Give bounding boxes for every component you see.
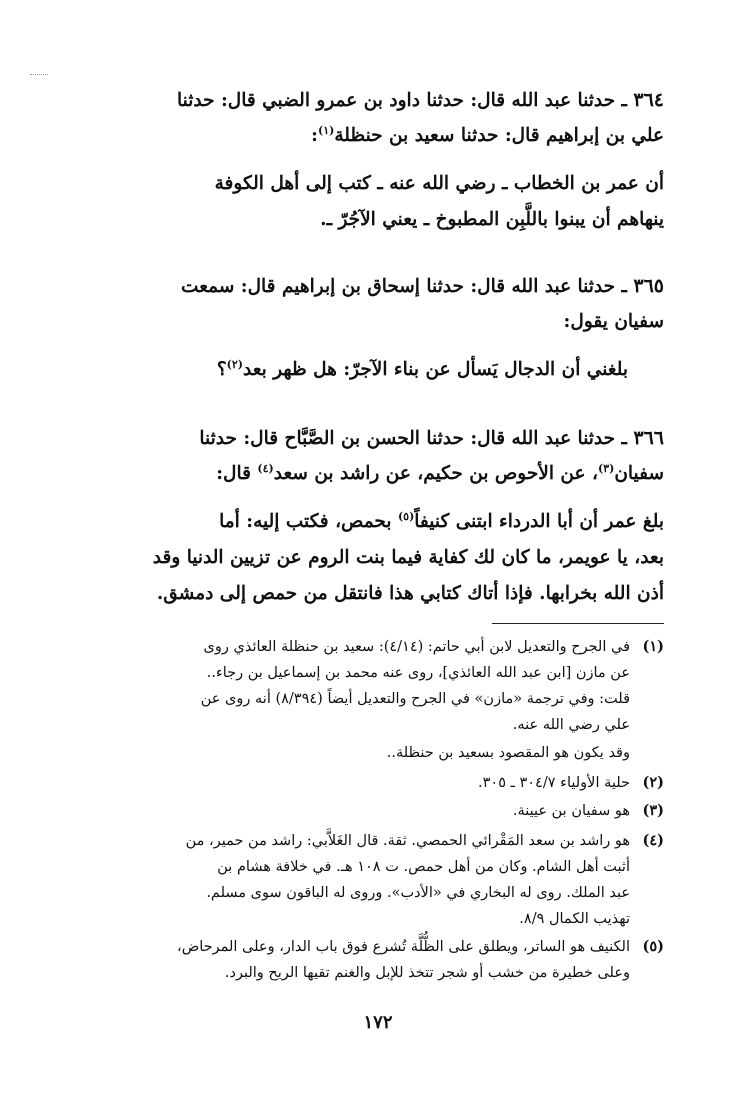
footnote-ref: (٥) [397,509,415,523]
hadith-number: ٣٦٤ [633,89,664,111]
footnote-5-line-2: وعلى خطيرة من خشب أو شجر تتخذ للإبل والغنم تقيها الريح والبرد. [224,965,630,981]
hadith-366-matn-line-2: بعد، يا عويمر، ما كان لك كفاية فيما بنت الروم عن تزيين الدنيا وقد [152,547,664,568]
hadith-number: ٣٦٦ [633,427,664,449]
hadith-364-isnad-line-1: ٣٦٤ ـ حدثنا عبد الله قال: حدثنا داود بن عمرو الضبي قال: حدثنا [176,89,664,111]
hadith-365-isnad-line-1: ٣٦٥ ـ حدثنا عبد الله قال: حدثنا إسحاق بن إبراهيم قال: سمعت [181,275,664,297]
footnote-5: (٥)الكنيف هو الساتر، ويطلق على الظُّلَّة تُشرع فوق باب الدار، وعلى المرحاض، [86,934,664,960]
footnote-4-line-4: تهذيب الكمال ٨/٩. [519,911,630,927]
footnote-3: (٣)هو سفيان بن عيينة. [86,798,664,824]
scan-mark [30,74,48,75]
footnote-4: (٤)هو راشد بن سعد المَقْرائي الحمصي. ثقة. قال الغَلاَّبي: راشد من حمير، من [86,828,664,854]
hadith-364-isnad-line-2: علي بن إبراهيم قال: حدثنا سعيد بن حنظلة$^{(١)}$: [311,123,664,146]
hadith-364-matn-line-1: أن عمر بن الخطاب ـ رضي الله عنه ـ كتب إلى أهل الكوفة [214,173,664,194]
footnote-1-line-4: علي رضي الله عنه. [512,717,630,733]
page-number: ١٧٢ [363,1012,393,1033]
hadith-366-isnad-line-1: ٣٦٦ ـ حدثنا عبد الله قال: حدثنا الحسن بن الصَّبَّاح قال: حدثنا [199,427,664,449]
hadith-366-matn-line-1: بلغ عمر أن أبا الدرداء ابتنى كنيفاً$^{(٥)}$ بحمص، فكتب إليه: أما [219,509,664,532]
footnote-2: (٢)حلية الأولياء ٣٠٤/٧ ـ ٣٠٥. [86,770,664,796]
hadith-364-matn-line-2: ينهاهم أن يبنوا باللَّبِن المطبوخ ـ يعني الآجُرّ ـ. [320,209,664,230]
footnote-number: (٢) [642,774,664,791]
hadith-366-matn-line-3: أذن الله بخرابها. فإذا أتاك كتابي هذا فانتقل من حمص إلى دمشق. [156,583,664,604]
footnote-number: (١) [642,638,664,655]
footnote-1-line-3: قلت: وفي ترجمة «مازن» في الجرح والتعديل أيضاً (٨/٣٩٤) أنه روى عن [200,691,630,707]
footnote-4-line-2: أثبت أهل الشام. وكان من أهل حمص. ت ١٠٨ هـ. في خلافة هشام بن [217,859,630,875]
footnote-1-line-5: وقد يكون هو المقصود بسعيد بن حنظلة.. [386,745,630,761]
hadith-365-isnad-line-2: سفيان يقول: [563,311,664,332]
footnote-1: (١)في الجرح والتعديل لابن أبي حاتم: (٤/١٤): سعيد بن حنظلة العائذي روى [86,634,664,660]
hadith-366-isnad-line-2: سفيان$^{(٣)}$، عن الأحوص بن حكيم، عن راشد بن سعد$^{(٤)}$ قال: [216,461,664,484]
footnote-number: (٣) [642,802,664,819]
footnote-ref: (٤) [257,461,274,475]
footnote-number: (٤) [642,832,664,849]
footnote-ref: (٢) [226,357,243,371]
footnote-4-line-3: عبد الملك. روى له البخاري في «الأدب». وروى له الباقون سوى مسلم. [206,885,630,901]
hadith-number: ٣٦٥ [633,275,664,297]
footnote-number: (٥) [642,938,664,955]
footnote-ref: (١) [318,123,335,137]
footnote-divider [492,623,664,624]
footnote-1-line-2: عن مازن [ابن عبد الله العائذي]، روى عنه محمد بن إسماعيل بن رجاء.. [206,665,630,681]
hadith-365-matn-line-1: بلغني أن الدجال يَسأل عن بناء الآجرّ: هل ظهر بعد$^{(٢)}$؟ [216,357,628,380]
footnote-ref: (٣) [597,461,615,475]
